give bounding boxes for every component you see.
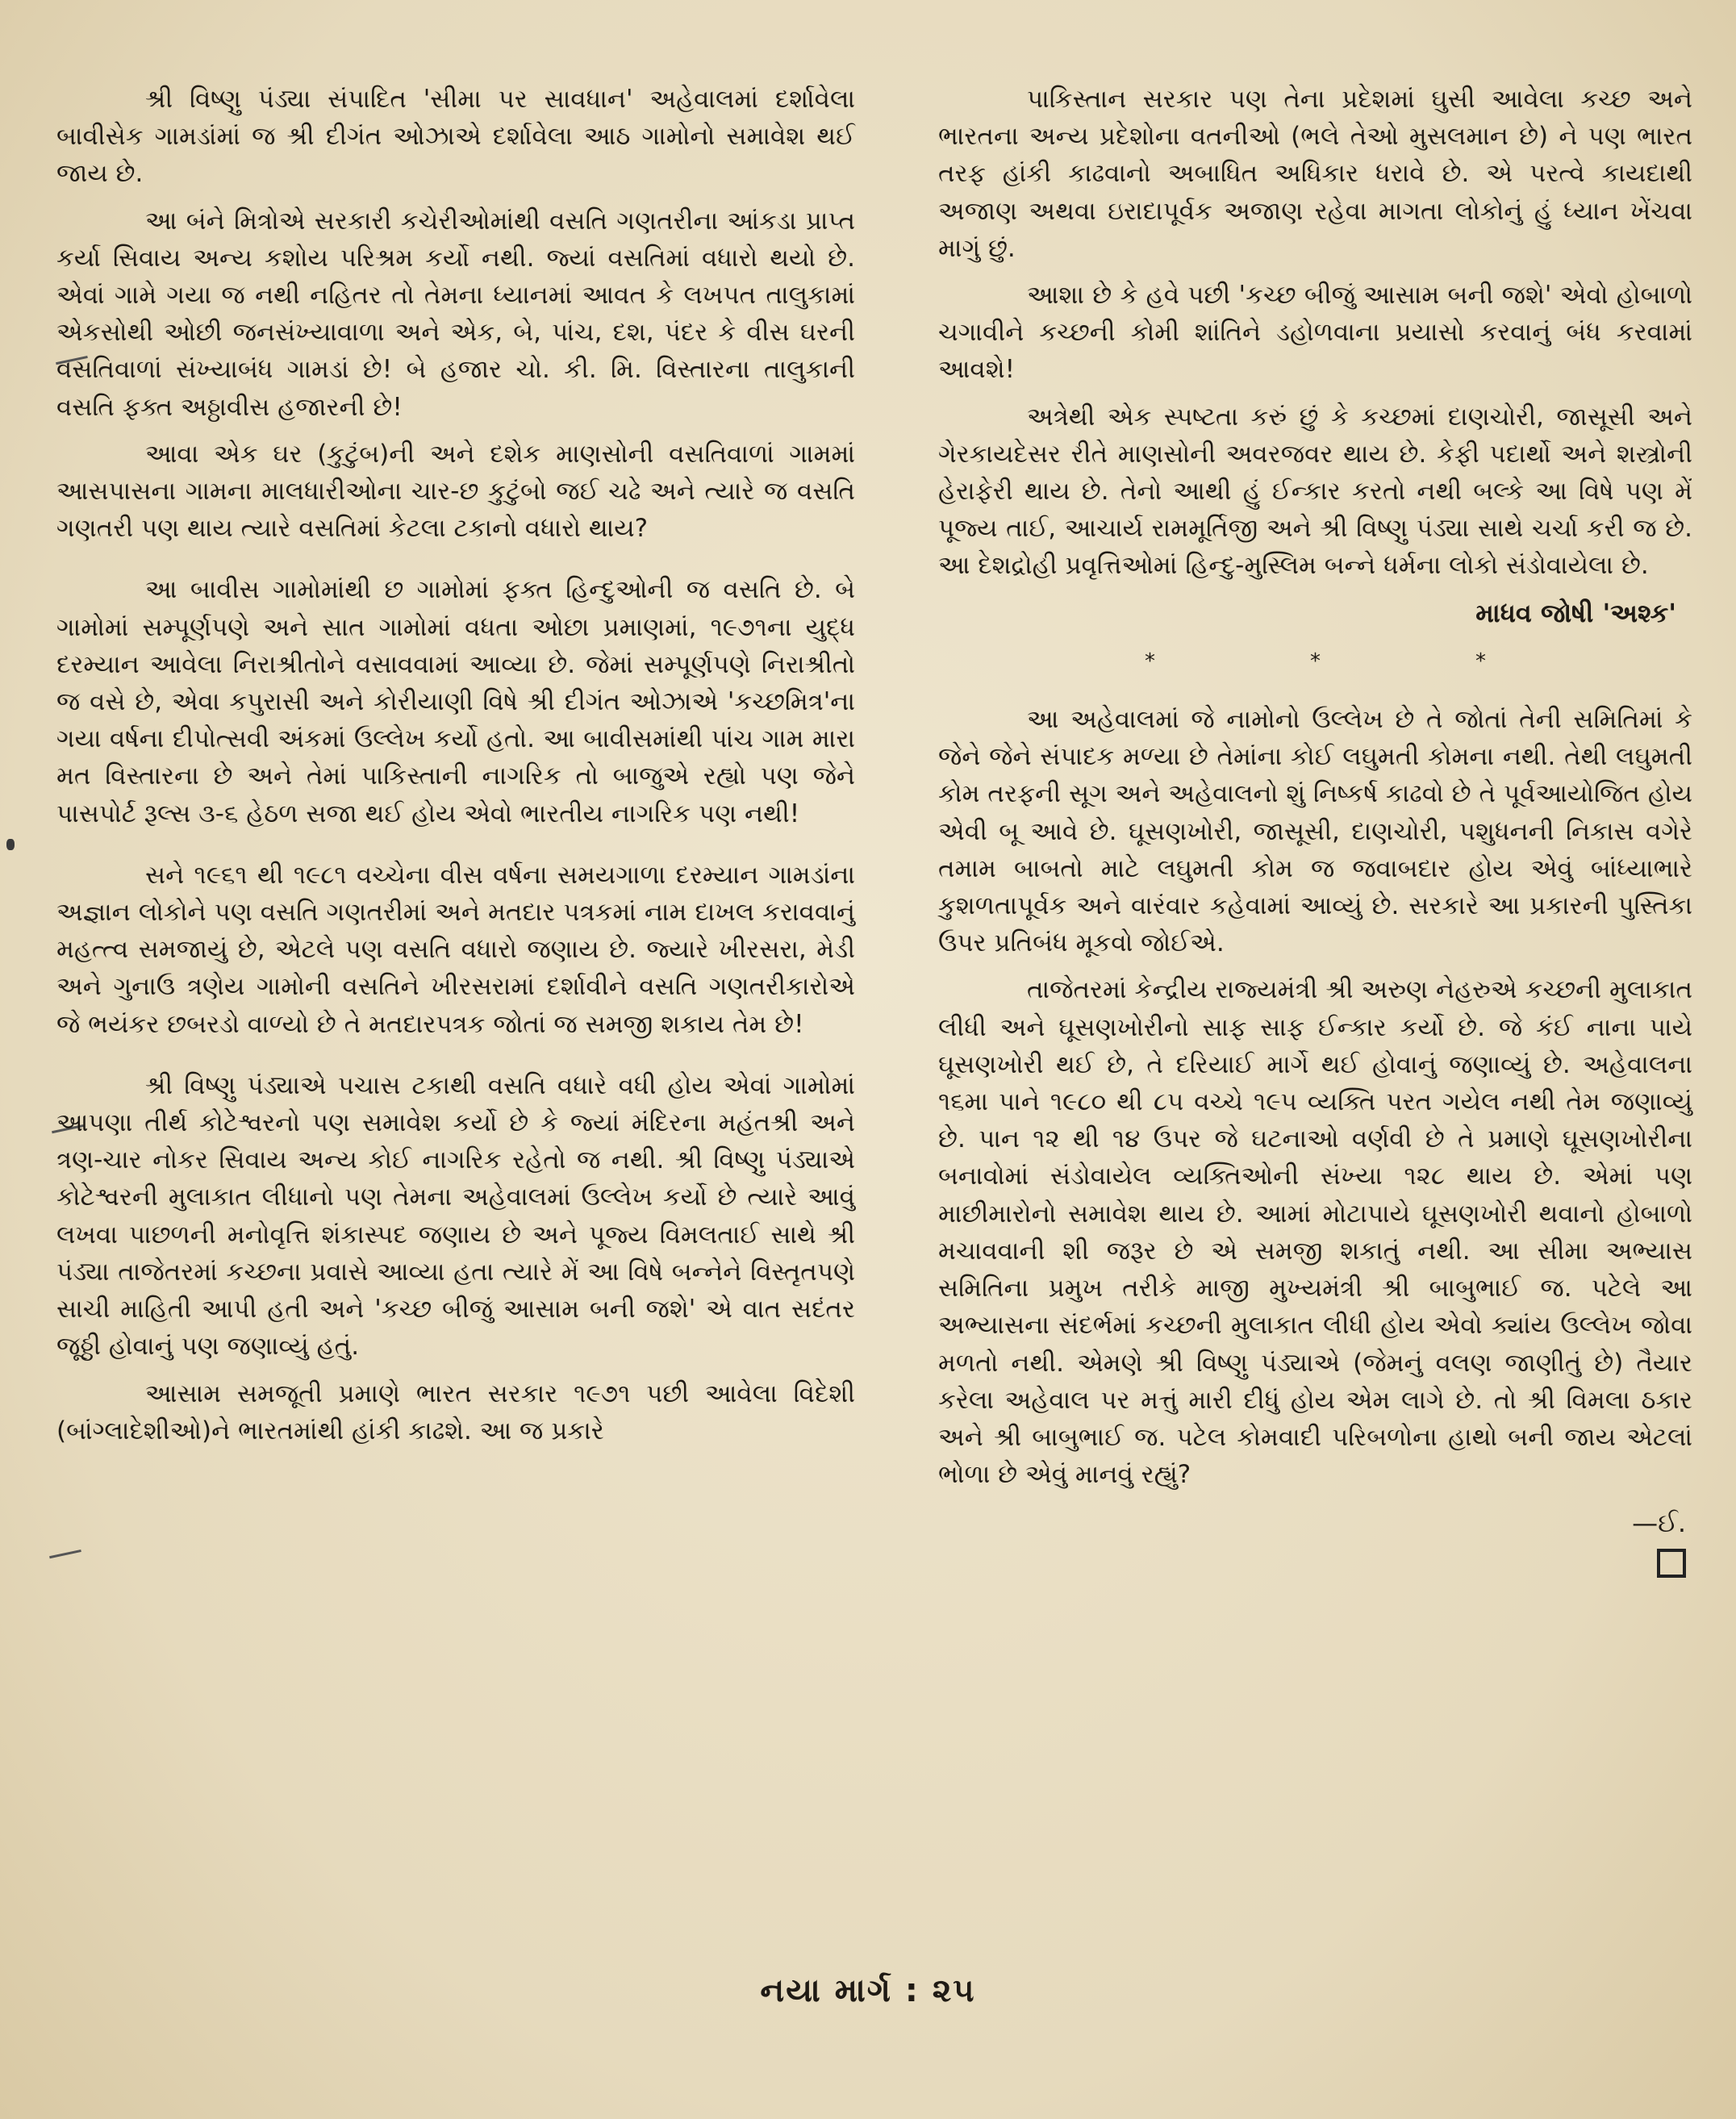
editor-sign-off: —ઈ. <box>1632 1508 1686 1539</box>
margin-tick-mark <box>49 1550 83 1566</box>
section-divider <box>938 643 1692 680</box>
paragraph: આ બાવીસ ગામોમાંથી છ ગામોમાં ફક્ત હિન્દુઓની જ વસતિ છે. બે ગામોમાં સમ્પૂર્ણપણે અને સાત ગામોમાં વધતા ઓછા પ્રમાણમાં, ૧૯૭૧ના યુદ્ધ દરમ્યાન આવેલા નિરાશ્રીતોને વસાવવામાં આવ્યા છે. જેમાં સમ્પૂર્ણપણે નિરાશ્રીતો જ વસે છે, એવા કપુરાસી અને કોરીયાણી વિષે શ્રી દીગંત ઓઝાએ 'કચ્છમિત્ર'ના ગયા વર્ષના દીપોત્સવી અંકમાં ઉલ્લેખ કર્યો હતો. આ બાવીસમાંથી પાંચ ગામ મારા મત વિસ્તારના છે અને તેમાં પાકિસ્તાની નાગરિક તો બાજુએ રહ્યો પણ જેને પાસપોર્ટ રૂલ્સ ૩-૬ હેઠળ સજા થઈ હોય એવો ભારતીય નાગરિક પણ નથી! <box>56 575 855 828</box>
end-of-article-box <box>1657 1549 1686 1578</box>
paragraph: આસામ સમજૂતી પ્રમાણે ભારત સરકાર ૧૯૭૧ પછી આવેલા વિદેશી (બાંગ્લાદેશીઓ)ને ભારતમાંથી હાંકી કાઢશે. આ જ પ્રકારે <box>56 1379 855 1445</box>
page-footer: નયા માર્ગ : ૨૫ <box>760 1972 976 2009</box>
paragraph: શ્રી વિષ્ણુ પંડ્યાએ પચાસ ટકાથી વસતિ વધારે વધી હોય એવાં ગામોમાં આપણા તીર્થ કોટેશ્વરનો પણ સમાવેશ કર્યો છે કે જ્યાં મંદિરના મહંતશ્રી અને ત્રણ-ચાર નોકર સિવાય અન્ય કોઈ નાગરિક રહેતો જ નથી. શ્રી વિષ્ણુ પંડ્યાએ કોટેશ્વરની મુલાકાત લીધાનો પણ તેમના અહેવાલમાં ઉલ્લેખ કર્યો છે ત્યારે આવું લખવા પાછળની મનોવૃત્તિ શંકાસ્પદ જણાય છે અને પૂજ્ય વિમલતાઈ સાથે શ્રી પંડ્યા તાજેતરમાં કચ્છના પ્રવાસે આવ્યા હતા ત્યારે મેં આ વિષે બન્નેને વિસ્તૃતપણે સાચી માહિતી આપી હતી અને 'કચ્છ બીજું આસામ બની જશે' એ વાત સદંતર જૂઠ્ઠી હોવાનું પણ જણાવ્યું હતું. <box>56 1070 855 1362</box>
right-column <box>938 81 1692 1578</box>
author-signature: માધવ જોષી 'અશ્ક' <box>1475 597 1676 628</box>
paragraph: પાકિસ્તાન સરકાર પણ તેના પ્રદેશમાં ઘુસી આવેલા કચ્છ અને ભારતના અન્ય પ્રદેશોના વતનીઓ (ભલે તેઓ મુસલમાન છે) ને પણ ભારત તરફ હાંકી કાઢવાનો અબાધિત અધિકાર ધરાવે છે. એ પરત્વે કાયદાથી અજાણ અથવા ઇરાદાપૂર્વક અજાણ રહેવા માગતા લોકોનું હું ધ્યાન ખેંચવા માગું છું. <box>938 85 1692 263</box>
left-column <box>56 81 855 1459</box>
paragraph: આશા છે કે હવે પછી 'કચ્છ બીજું આસામ બની જશે' એવો હોબાળો ચગાવીને કચ્છની કોમી શાંતિને ડહોળવાના પ્રયાસો કરવાનું બંધ કરવામાં આવશે! <box>938 281 1692 385</box>
paragraph: તાજેતરમાં કેન્દ્રીય રાજ્યમંત્રી શ્રી અરુણ નેહરુએ કચ્છની મુલાકાત લીધી અને ઘૂસણખોરીનો સાફ સાફ ઈન્કાર કર્યો છે. જે કંઈ નાના પાયે ઘૂસણખોરી થઈ છે, તે દરિયાઈ માર્ગે થઈ હોવાનું જણાવ્યું છે. અહેવાલના ૧૬મા પાને ૧૯૮૦ થી ૮૫ વચ્ચે ૧૯૫ વ્યક્તિ પરત ગયેલ નથી તેમ જણાવ્યું છે. પાન ૧૨ થી ૧૪ ઉપર જે ઘટનાઓ વર્ણવી છે તે પ્રમાણે ઘૂસણખોરીના બનાવોમાં સંડોવાયેલ વ્યક્તિઓની સંખ્યા ૧૨૮ થાય છે. એમાં પણ માછીમારોનો સમાવેશ થાય છે. આમાં મોટાપાયે ઘૂસણખોરી થવાનો હોબાળો મચાવવાની શી જરૂર છે એ સમજી શકાતું નથી. આ સીમા અભ્યાસ સમિતિના પ્રમુખ તરીકે માજી મુખ્યમંત્રી શ્રી બાબુભાઈ જ. પટેલે આ અભ્યાસના સંદર્ભમાં કચ્છની મુલાકાત લીધી હોય એવો ક્યાંય ઉલ્લેખ જોવા મળતો નથી. એમણે શ્રી વિષ્ણુ પંડ્યાએ (જેમનું વલણ જાણીતું છે) તૈયાર કરેલા અહેવાલ પર મત્તું મારી દીધું હોય એમ લાગે છે. તો શ્રી વિમલા ઠકાર અને શ્રી બાબુભાઈ જ. પટેલ કોમવાદી પરિબળોના હાથો બની જાય એટલાં ભોળા છે એવું માનવું રહ્યું? <box>938 975 1692 1490</box>
paragraph: સને ૧૯૬૧ થી ૧૯૮૧ વચ્ચેના વીસ વર્ષના સમયગાળા દરમ્યાન ગામડાંના અજ્ઞાન લોકોને પણ વસતિ ગણતરીમાં અને મતદાર પત્રકમાં નામ દાખલ કરાવવાનું મહત્ત્વ સમજાયું છે, એટલે પણ વસતિ વધારો જણાય છે. જ્યારે ખીરસરા, મેડી અને ગુનાઉ ત્રણેય ગામોની વસતિને ખીરસરામાં દર્શાવીને વસતિ ગણતરીકારોએ જે ભયંકર છબરડો વાળ્યો છે તે મતદારપત્રક જોતાં જ સમજી શકાય તેમ છે! <box>56 860 855 1039</box>
paragraph: અત્રેથી એક સ્પષ્ટતા કરું છું કે કચ્છમાં દાણચોરી, જાસૂસી અને ગેરકાયદેસર રીતે માણસોની અવરજવર થાય છે. કેફી પદાર્થો અને શસ્ત્રોની હેરાફેરી થાય છે. તેનો આથી હું ઈન્કાર કરતો નથી બલ્કે આ વિષે પણ મેં પૂજ્ય તાઈ, આચાર્ય રામમૂર્તિજી અને શ્રી વિષ્ણુ પંડ્યા સાથે ચર્ચા કરી જ છે. આ દેશદ્રોહી પ્રવૃત્તિઓમાં હિન્દુ-મુસ્લિમ બન્ને ધર્મના લોકો સંડોવાયેલા છે. <box>938 402 1692 581</box>
paragraph: આ બંને મિત્રોએ સરકારી કચેરીઓમાંથી વસતિ ગણતરીના આંકડા પ્રાપ્ત કર્યા સિવાય અન્ય કશોય પરિશ્રમ કર્યો નથી. જ્યાં વસતિમાં વધારો થયો છે. એવાં ગામે ગયા જ નથી નહિતર તો તેમના ધ્યાનમાં આવત કે લખપત તાલુકામાં એકસોથી ઓછી જનસંખ્યાવાળા અને એક, બે, પાંચ, દશ, પંદર કે વીસ ઘરની વસતિવાળાં સંખ્યાબંધ ગામડાં છે! બે હજાર ચો. કી. મિ. વિસ્તારના તાલુકાની વસતિ ફક્ત અઠ્ઠાવીસ હજારની છે! <box>56 206 855 422</box>
paragraph: શ્રી વિષ્ણુ પંડ્યા સંપાદિત 'સીમા પર સાવધાન' અહેવાલમાં દર્શાવેલા બાવીસેક ગામડાંમાં જ શ્રી દીગંત ઓઝાએ દર્શાવેલા આઠ ગામોનો સમાવેશ થઈ જાય છે. <box>56 85 855 189</box>
star-mark: * <box>1475 649 1486 674</box>
paragraph: આ અહેવાલમાં જે નામોનો ઉલ્લેખ છે તે જોતાં તેની સમિતિમાં કે જેને જેને સંપાદક મળ્યા છે તેમાંના કોઈ લઘુમતી કોમના નથી. તેથી લઘુમતી કોમ તરફની સૂગ અને અહેવાલનો શું નિષ્કર્ષ કાઢવો છે તે પૂર્વઆયોજિત હોય એવી બૂ આવે છે. ઘૂસણખોરી, જાસૂસી, દાણચોરી, પશુધનની નિકાસ વગેરે તમામ બાબતો માટે લઘુમતી કોમ જ જવાબદાર હોય એવું બાંધ્યાભારે કુશળતાપૂર્વક અને વારંવાર કહેવામાં આવ્યું છે. સરકારે આ પ્રકારની પુસ્તિકા ઉપર પ્રતિબંધ મૂકવો જોઈએ. <box>938 705 1692 958</box>
paragraph: આવા એક ઘર (કુટુંબ)ની અને દશેક માણસોની વસતિવાળાં ગામમાં આસપાસના ગામના માલધારીઓના ચાર-છ કુટુંબો જઈ ચઢે અને ત્યારે જ વસતિ ગણતરી પણ થાય ત્યારે વસતિમાં કેટલા ટકાનો વધારો થાય? <box>56 439 855 544</box>
star-mark: * <box>1310 649 1321 674</box>
star-mark: * <box>1145 649 1155 674</box>
binding-hole-mark <box>6 839 15 850</box>
